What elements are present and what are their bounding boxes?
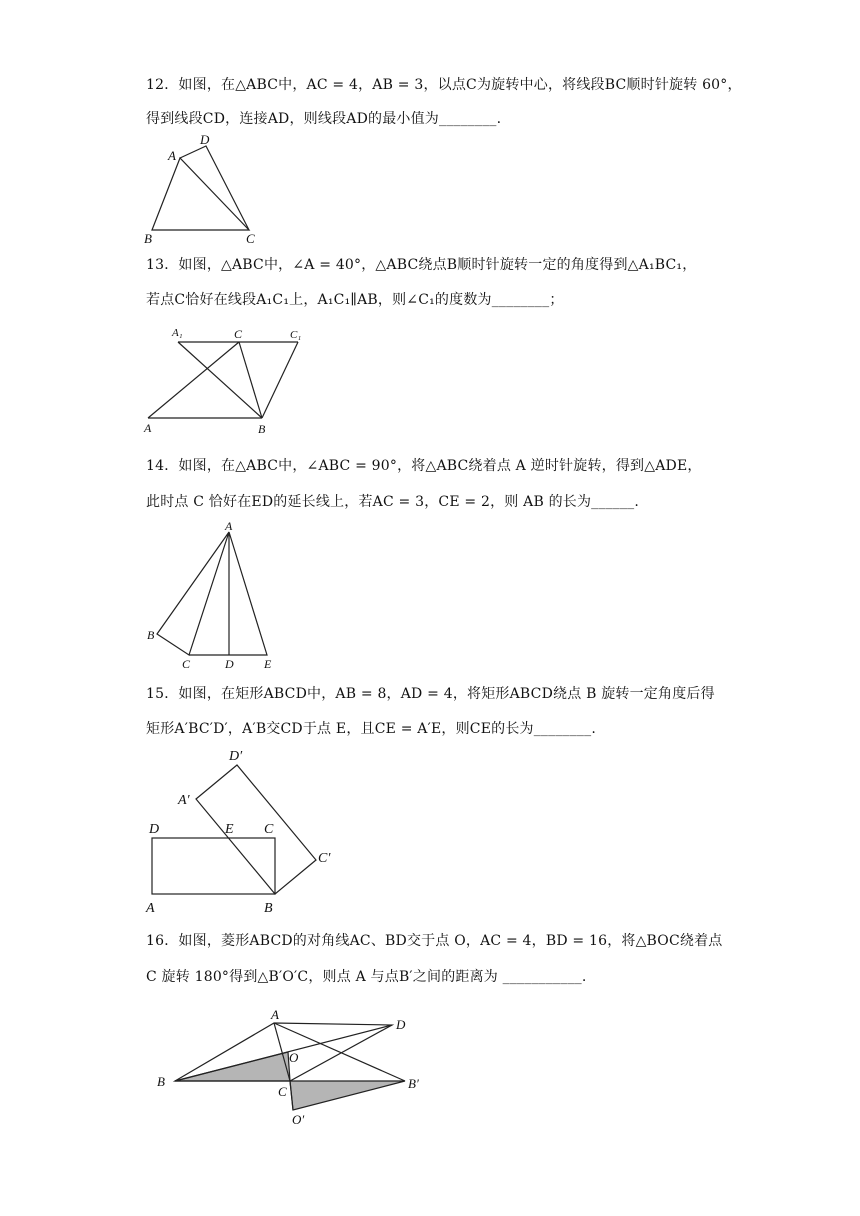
label-b: B (264, 901, 273, 916)
label-a: A (146, 901, 155, 916)
label-o1: O′ (292, 1112, 305, 1127)
problem-16-line-2: C 旋转 180°得到△B′O′C，则点 A 与点B′之间的距离为 ___________. (146, 969, 587, 985)
label-c: C (278, 1084, 287, 1099)
figure-16 (150, 1000, 440, 1136)
label-e: E (225, 822, 234, 837)
label-e: E (264, 657, 272, 671)
label-d: D (396, 1017, 406, 1032)
label-c1: C′ (318, 851, 331, 866)
label-d1: D′ (229, 749, 243, 764)
segment-a1b (178, 342, 262, 418)
problem-13-line-1: 13．如图，△ABC中，∠A = 40°，△ABC绕点B顺时针旋转一定的角度得到△A₁BC₁， (146, 257, 697, 273)
label-b: B (258, 422, 266, 436)
segments-ad-dc (180, 146, 249, 230)
label-a: A (168, 148, 176, 163)
figure-13 (140, 318, 310, 438)
triangle-b1o1c-shaded (290, 1081, 405, 1110)
figure-15 (140, 742, 350, 920)
label-a1: A′ (178, 793, 190, 808)
label-c: C (234, 327, 243, 341)
problem-13-line-2: 若点C恰好在线段A₁C₁上，A₁C₁∥AB，则∠C₁的度数为________； (146, 292, 564, 308)
rectangle-a1bc1d1 (196, 765, 316, 894)
label-a: A (225, 519, 233, 533)
label-d: D (200, 132, 210, 147)
problem-16-line-1: 16．如图，菱形ABCD的对角线AC、BD交于点 O，AC = 4，BD = 16，将△BOC绕着点 (146, 933, 723, 949)
label-d: D (149, 822, 160, 837)
segment-ac (148, 342, 239, 418)
problem-12-line-2: 得到线段CD，连接AD，则线段AD的最小值为________. (146, 111, 502, 127)
label-b1: B′ (408, 1076, 419, 1091)
figure-14 (140, 516, 290, 672)
problem-12-line-1: 12．如图，在△ABC中，AC = 4，AB = 3，以点C为旋转中心，将线段BC顺时针旋转 60°， (146, 77, 742, 93)
label-b: B (147, 628, 155, 642)
problem-15-line-2: 矩形A′BC′D′，A′B交CD于点 E，且CE = A′E，则CE的长为________. (146, 721, 596, 737)
label-b: B (157, 1074, 165, 1089)
label-a: A (271, 1007, 279, 1022)
problem-14-line-2: 此时点 C 恰好在ED的延长线上，若AC = 3，CE = 2，则 AB 的长为______. (146, 494, 640, 510)
problem-15-line-1: 15．如图，在矩形ABCD中，AB = 8，AD = 4，将矩形ABCD绕点 B 旋转一定角度后得 (146, 686, 715, 702)
segment-cb (239, 342, 262, 418)
segment-c1b (262, 342, 298, 418)
triangle-ade (189, 532, 267, 655)
label-c: C (264, 822, 274, 837)
label-d: D (225, 657, 234, 671)
label-a1: A₁ (172, 327, 183, 339)
label-c1: C₁ (290, 329, 302, 341)
rectangle-abcd (152, 838, 275, 894)
label-b: B (144, 231, 152, 246)
triangle-abc (157, 532, 229, 655)
label-o: O (289, 1050, 299, 1065)
label-c: C (246, 231, 255, 246)
problem-14-line-1: 14．如图，在△ABC中，∠ABC = 90°，将△ABC绕着点 A 逆时针旋转，得到△ADE， (146, 458, 702, 474)
label-c: C (182, 657, 191, 671)
triangle-abc (152, 158, 249, 230)
figure-12 (140, 130, 270, 248)
label-a: A (144, 421, 152, 435)
